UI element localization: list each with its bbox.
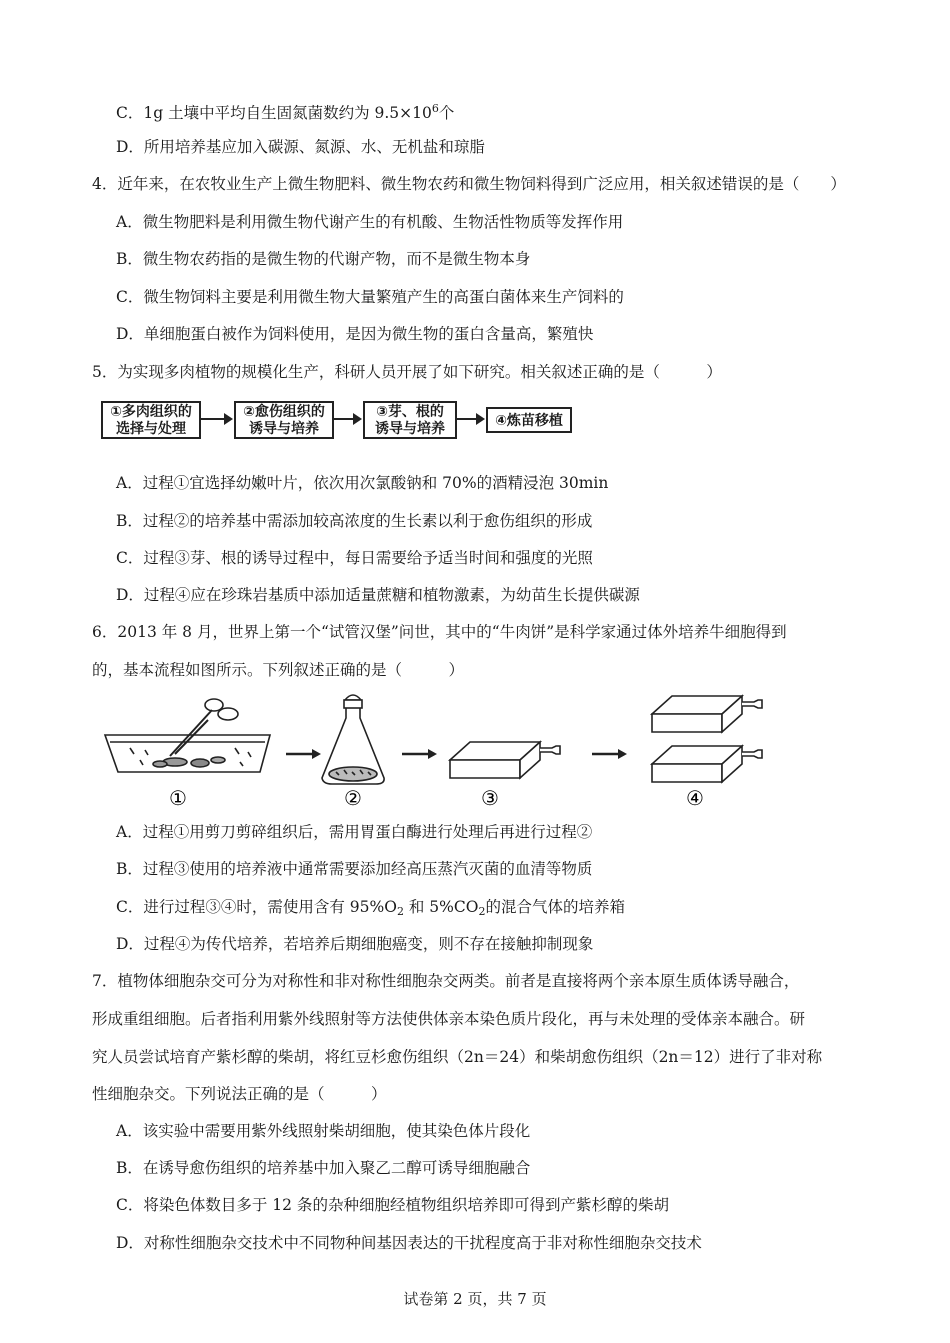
- q7-stem-line-3: 究人员尝试培育产紫杉醇的柴胡，将红豆杉愈伤组织（2n＝24）和柴胡愈伤组织（2n＝12）进行了非对称: [92, 1048, 823, 1066]
- q7-option-a: A．该实验中需要用紫外线照射柴胡细胞，使其染色体片段化: [116, 1122, 531, 1140]
- q6-option-c: [116, 897, 625, 922]
- q6-option-c-subscript-1: 2: [396, 905, 404, 918]
- flow-arrow-3: [457, 418, 483, 420]
- q6-option-c-part-1: C．进行过程③④时，需使用含有 95%O: [116, 898, 397, 916]
- q7-stem-line-2: 形成重组细胞。后者指利用紫外线照射等方法使供体亲本染色质片段化，再与未处理的受体亲本融合。研: [92, 1010, 806, 1028]
- flow-step-2-line-1: ②愈伤组织的: [243, 404, 325, 420]
- q3-option-c-text: C．1g 土壤中平均自生固氮菌数约为 9.5×10: [116, 104, 432, 122]
- q6-stem-line-1: 6．2013 年 8 月，世界上第一个“试管汉堡”问世，其中的“牛肉饼”是科学家通过体外培养牛细胞得到: [92, 623, 787, 641]
- q4-option-d: D．单细胞蛋白被作为饲料使用，是因为微生物的蛋白含量高，繁殖快: [116, 325, 594, 343]
- flow-step-1-line-2: 选择与处理: [116, 421, 186, 437]
- diagram-label-3: ③: [481, 786, 499, 810]
- flow-arrow-1: [201, 418, 231, 420]
- q4-stem: 4．近年来，在农牧业生产上微生物肥料、微生物农药和微生物饲料得到广泛应用，相关叙述错误的是（ ）: [92, 175, 846, 193]
- q6-option-d: D．过程④为传代培养，若培养后期细胞癌变，则不存在接触抑制现象: [116, 935, 594, 953]
- q6-stem-line-2: 的，基本流程如图所示。下列叙述正确的是（ ）: [92, 661, 465, 679]
- q4-option-b: B．微生物农药指的是微生物的代谢产物，而不是微生物本身: [116, 250, 531, 268]
- tray-with-scissors-icon: [105, 699, 270, 772]
- q6-option-a: A．过程①用剪刀剪碎组织后，需用胃蛋白酶进行处理后再进行过程②: [116, 823, 593, 841]
- q3-option-c-unit: 个: [438, 104, 455, 122]
- q7-stem-line-4: 性细胞杂交。下列说法正确的是（ ）: [92, 1085, 387, 1103]
- culture-flask-top-icon: [652, 696, 762, 732]
- q5-option-c: C．过程③芽、根的诱导过程中，每日需要给予适当时间和强度的光照: [116, 549, 593, 567]
- q5-option-a: A．过程①宜选择幼嫩叶片，依次用次氯酸钠和 70%的酒精浸泡 30min: [116, 474, 609, 492]
- q4-option-c: C．微生物饲料主要是利用微生物大量繁殖产生的高蛋白菌体来生产饲料的: [116, 288, 624, 306]
- flow-step-3: [363, 401, 457, 439]
- flow-step-2: [234, 401, 334, 439]
- q5-option-b: B．过程②的培养基中需添加较高浓度的生长素以利于愈伤组织的形成: [116, 512, 593, 530]
- flow-arrow-2: [334, 418, 360, 420]
- q3-option-d: D．所用培养基应加入碳源、氮源、水、无机盐和琼脂: [116, 138, 485, 156]
- q7-stem-line-1: 7．植物体细胞杂交可分为对称性和非对称性细胞杂交两类。前者是直接将两个亲本原生质体诱导融合，: [92, 972, 800, 990]
- flow-step-1: [101, 401, 201, 439]
- diagram-label-2: ②: [344, 786, 362, 810]
- flow-step-3-line-2: 诱导与培养: [375, 421, 445, 437]
- flow-step-1-line-1: ①多肉组织的: [110, 404, 192, 420]
- flow-step-2-line-2: 诱导与培养: [249, 421, 319, 437]
- diagram-label-4: ④: [686, 786, 704, 810]
- diagram-label-1: ①: [169, 786, 187, 810]
- diagram-arrow-1: [286, 749, 321, 759]
- q3-option-c-exponent: 6: [431, 102, 439, 115]
- q6-option-c-part-2: 和 5%CO: [403, 898, 479, 916]
- q4-option-a: A．微生物肥料是利用微生物代谢产生的有机酸、生物活性物质等发挥作用: [116, 213, 624, 231]
- flow-step-3-line-1: ③芽、根的: [376, 404, 444, 420]
- cell-culture-diagram: [100, 690, 800, 815]
- conical-flask-icon: [322, 695, 384, 784]
- q7-option-d: D．对称性细胞杂交技术中不同物种间基因表达的干扰程度高于非对称性细胞杂交技术: [116, 1234, 702, 1252]
- q5-stem: 5．为实现多肉植物的规模化生产，科研人员开展了如下研究。相关叙述正确的是（ ）: [92, 363, 722, 381]
- q6-option-b: B．过程③使用的培养液中通常需要添加经高压蒸汽灭菌的血清等物质: [116, 860, 593, 878]
- q6-option-c-part-3: 的混合气体的培养箱: [485, 898, 625, 916]
- q7-option-b: B．在诱导愈伤组织的培养基中加入聚乙二醇可诱导细胞融合: [116, 1159, 531, 1177]
- q6-option-c-subscript-2: 2: [478, 905, 486, 918]
- culture-flask-icon: [450, 742, 560, 778]
- culture-flask-bottom-icon: [652, 746, 762, 782]
- q3-option-c: [116, 99, 454, 123]
- flow-step-4: ④炼苗移植: [486, 407, 572, 433]
- diagram-arrow-2: [402, 749, 437, 759]
- q7-option-c: C．将染色体数目多于 12 条的杂种细胞经植物组织培养即可得到产紫杉醇的柴胡: [116, 1196, 669, 1214]
- page-footer: 试卷第 2 页，共 7 页: [403, 1290, 547, 1308]
- diagram-arrow-3: [592, 749, 627, 759]
- q5-option-d: D．过程④应在珍珠岩基质中添加适量蔗糖和植物激素，为幼苗生长提供碳源: [116, 586, 640, 604]
